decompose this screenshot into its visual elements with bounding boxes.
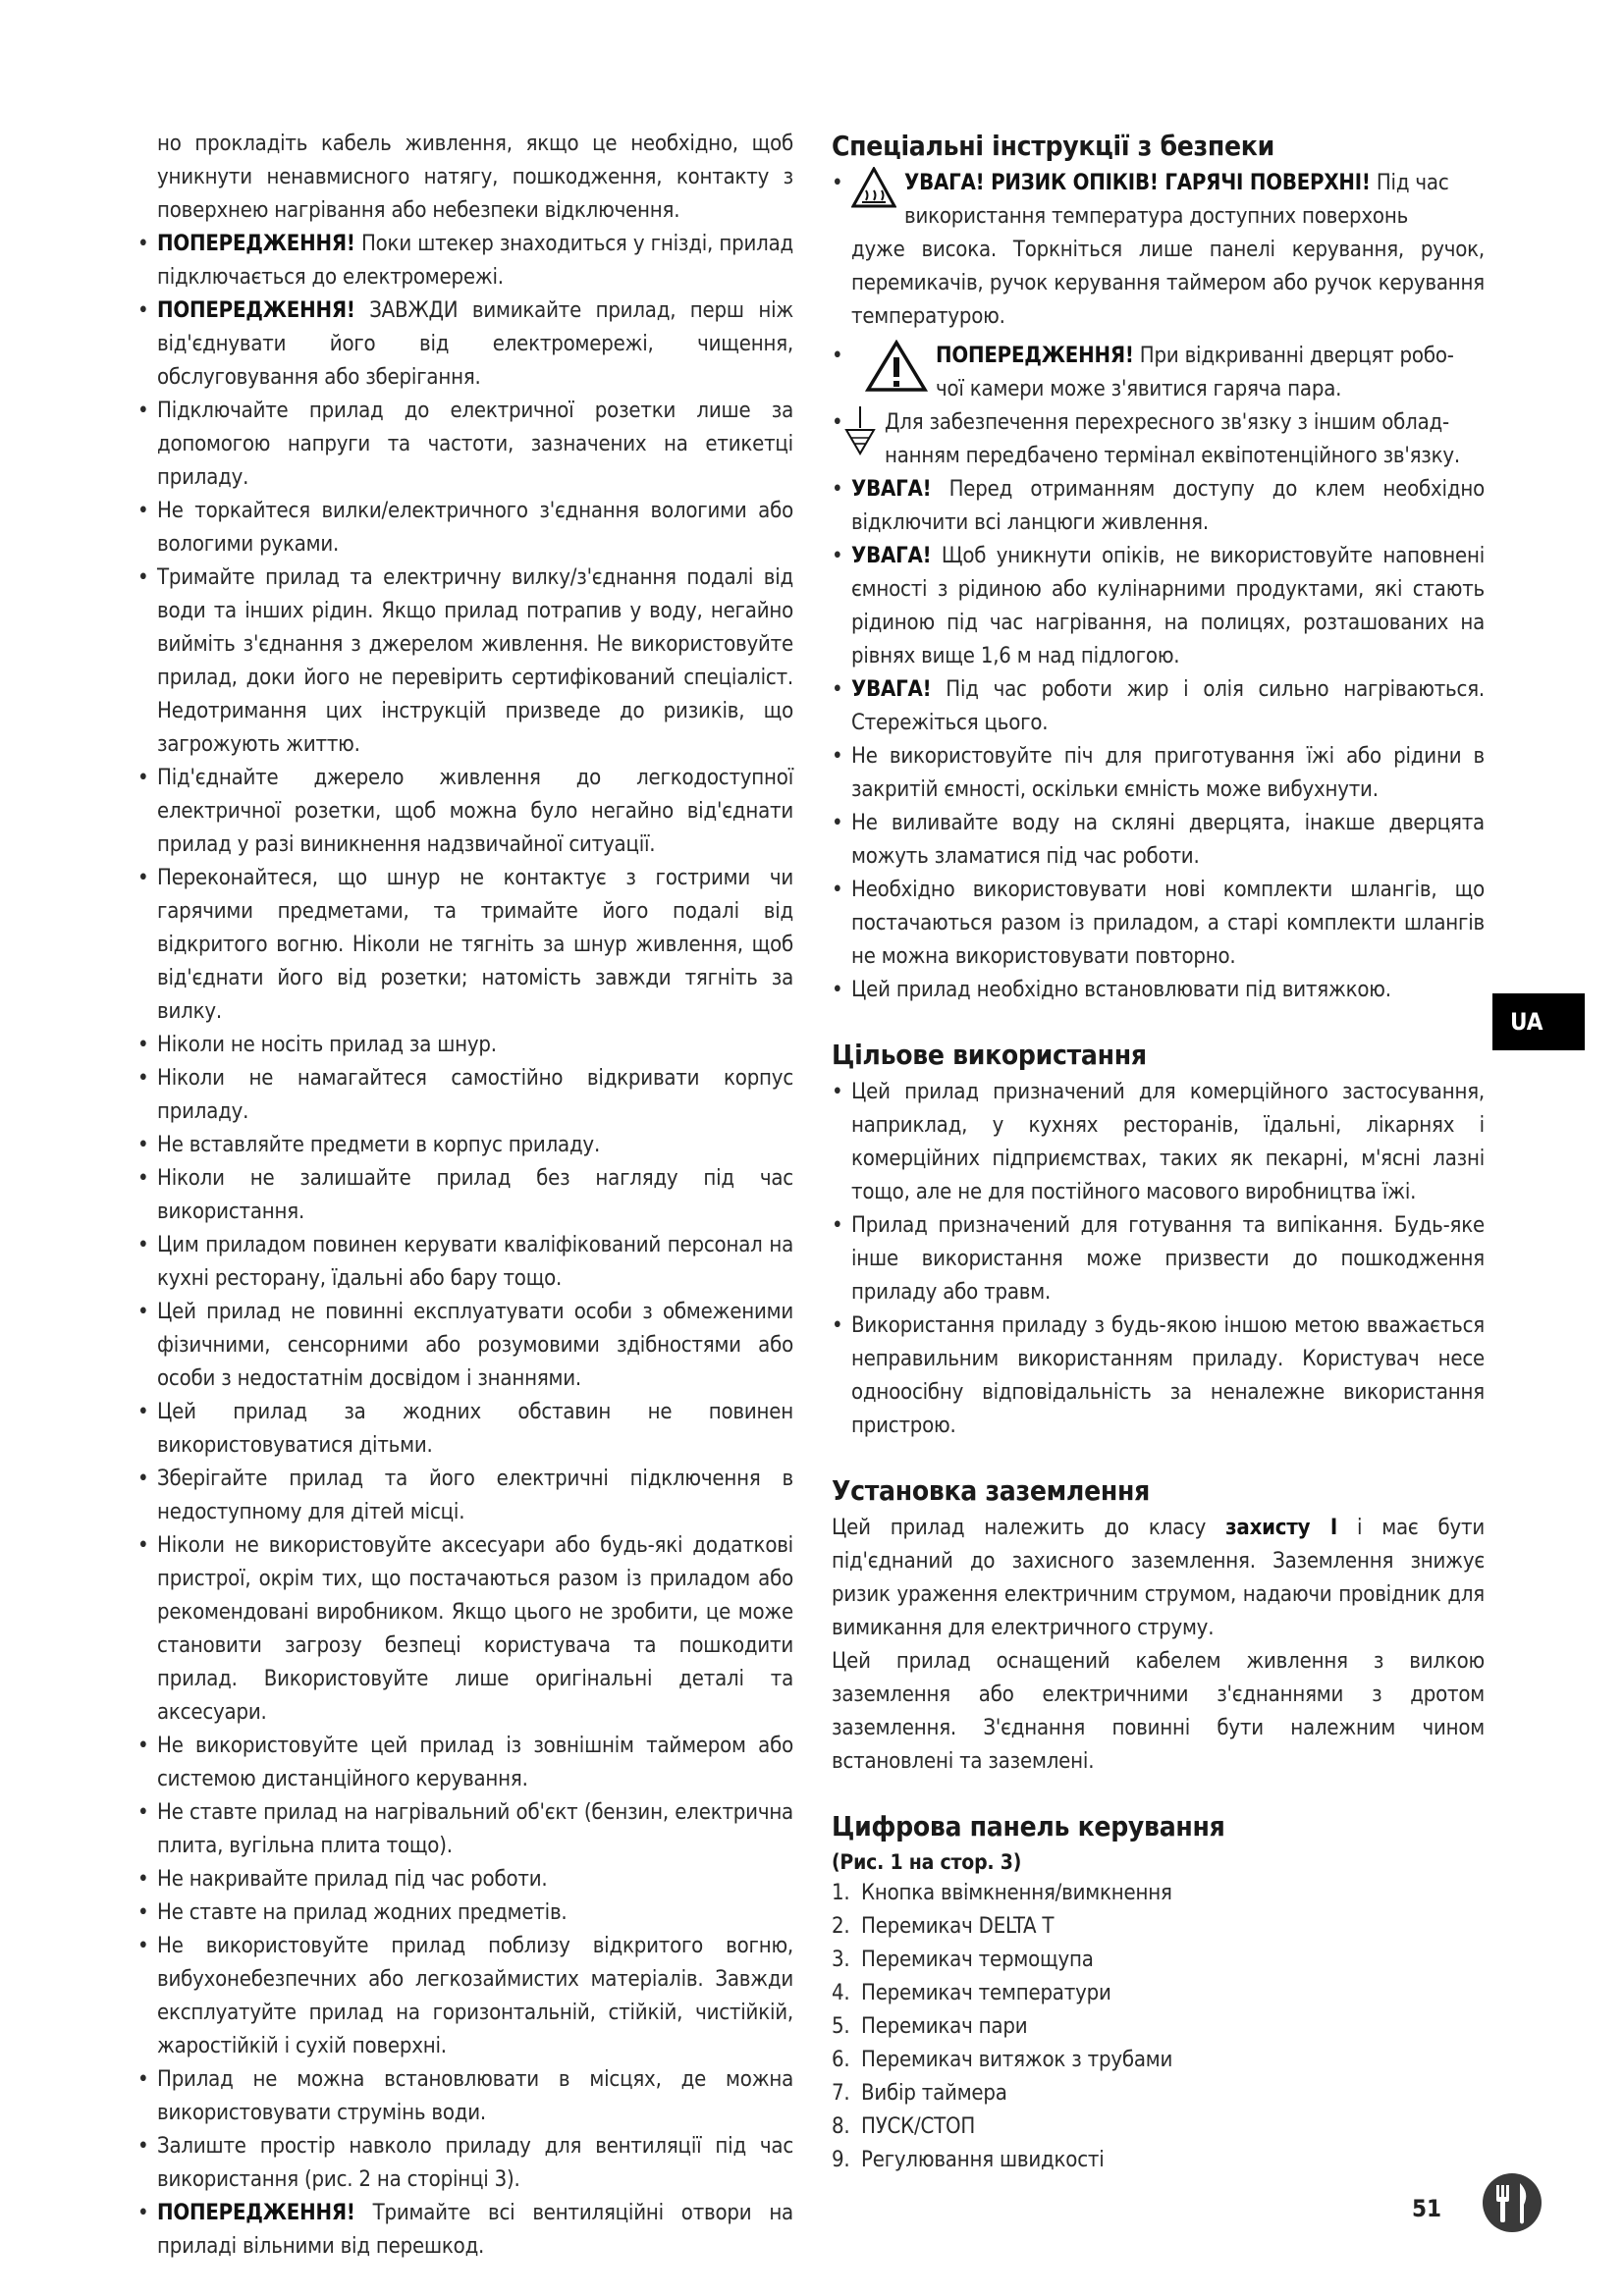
bullet-marker: • <box>832 978 843 1002</box>
safety-bullet: • Цим приладом повинен керувати кваліфікований персонал на кухні ресторану, їдальні або бару тощо. <box>137 1229 793 1296</box>
control-panel-item: 6. Перемикач витяжок з трубами <box>832 2048 1173 2072</box>
equipotential-item: • Для забезпечення перехресного зв'язку з іншим облад- нанням передбачено термінал еквіпотенційного зв'язку. <box>832 406 1485 473</box>
control-panel-heading: Цифрова панель керування <box>832 1810 1225 1842</box>
bullet-marker: • <box>832 878 843 902</box>
special-safety-bullet: • УВАГА! Перед отриманням доступу до клем необхідно відключити всі ланцюги живлення. <box>832 473 1485 540</box>
safety-bullet: • Залиште простір навколо приладу для вентиляції під час використання (рис. 2 на сторінці 3). <box>137 2130 793 2197</box>
control-panel-item: 8. ПУСК/СТОП <box>832 2114 976 2139</box>
control-panel-list <box>832 1877 1485 2177</box>
intended-use-bullet: • Цей прилад призначений для комерційного застосування, наприклад, у кухнях ресторанів, їдальні, лікарнях і комерційних підприємствах, таких як пекарні, м'ясні лазні тощо, але не для постійного масового виробництва їжі. <box>832 1076 1485 1209</box>
bullet-marker: • <box>137 1233 149 1257</box>
safety-bullet: • ПОПЕРЕДЖЕННЯ! ЗАВЖДИ вимикайте прилад, перш ніж від'єднувати його від електромережі, чищення, обслуговування або зберігання. <box>137 294 793 395</box>
safety-bullet: • Ніколи не носіть прилад за шнур. <box>137 1029 793 1062</box>
safety-bullet: • Цей прилад за жодних обставин не повинен використовуватися дітьми. <box>137 1396 793 1463</box>
hot-surface-warning-icon <box>851 167 896 208</box>
safety-bullet: • Не використовуйте цей прилад із зовнішнім таймером або системою дистанційного керування. <box>137 1730 793 1796</box>
cutlery-logo-icon <box>1481 2171 1543 2234</box>
intended-use-bullet: • Використання приладу з будь-якою іншою метою вважається неправильним використанням приладу. Користувач несе одноосібну відповідальність за неналежне використання пристрою. <box>832 1309 1485 1443</box>
safety-bullet: • Не ставте прилад на нагрівальний об'єкт (бензин, електрична плита, вугільна плита тощо). <box>137 1796 793 1863</box>
left-column <box>137 128 793 2264</box>
control-panel-item: 3. Перемикач термощупа <box>832 1948 1094 1972</box>
steam-warning-item: • ПОПЕРЕДЖЕННЯ! При відкриванні дверцят робо- чої камери може з'явитися гаряча пара. <box>832 340 1485 406</box>
bullet-marker: • <box>137 1066 149 1091</box>
right-column <box>832 128 1485 2177</box>
bullet-marker: • <box>832 477 843 502</box>
special-safety-bullet: • УВАГА! Під час роботи жир і олія сильно нагріваються. Стережіться цього. <box>832 673 1485 740</box>
special-safety-bullet: • УВАГА! Щоб уникнути опіків, не використовуйте наповнені ємності з рідиною або кулінарними продуктами, які стають рідиною під час нагрівання, на полицях, розташованих на рівнях вище 1,6 м над підлогою. <box>832 540 1485 673</box>
safety-bullet: • Підключайте прилад до електричної розетки лише за допомогою напруги та частоти, зазначених на етикетці приладу. <box>137 395 793 495</box>
safety-bullet: • Ніколи не використовуйте аксесуари або будь-які додаткові пристрої, окрім тих, що постачаються разом із приладом або рекомендовані виробником. Якщо цього не зробити, це може становити загрозу безпеці користувача та пошкодити прилад. Використовуйте лише оригінальні деталі та аксесуари. <box>137 1529 793 1730</box>
bullet-marker: • <box>137 1300 149 1324</box>
continued-text: но прокладіть кабель живлення, якщо це необхідно, щоб уникнути ненавмисного натягу, пошкодження, контакту з поверхнею нагрівання або небезпеки відключення. <box>157 132 793 223</box>
safety-bullet: • Ніколи не залишайте прилад без нагляду під час використання. <box>137 1162 793 1229</box>
bullet-marker: • <box>137 1734 149 1758</box>
safety-bullet: • Не використовуйте прилад поблизу відкритого вогню, вибухонебезпечних або легкозаймистих матеріалів. Завжди експлуатуйте прилад на горизонтальній, стійкій, чистійкій, жаростійкій і сухій поверхні. <box>137 1930 793 2063</box>
safety-bullet: • Не ставте на прилад жодних предметів. <box>137 1896 793 1930</box>
warning-triangle-icon <box>865 340 928 393</box>
bullet-marker: • <box>137 766 149 790</box>
bullet-marker: • <box>137 399 149 423</box>
bullet-marker: • <box>137 866 149 890</box>
safety-bullet: • Переконайтеся, що шнур не контактує з гострими чи гарячими предметами, та тримайте його подалі від відкритого вогню. Ніколи не тягніть за шнур живлення, щоб від'єднати його від розетки; натомість завжди тягніть за вилку. <box>137 862 793 1029</box>
special-safety-bullet: • Цей прилад необхідно встановлювати під витяжкою. <box>832 974 1485 1007</box>
bullet-marker: • <box>832 744 843 769</box>
control-panel-item: 7. Вибір таймера <box>832 2081 1007 2106</box>
safety-bullet: • Прилад не можна встановлювати в місцях, де можна використовувати струмінь води. <box>137 2063 793 2130</box>
safety-bullet: • Не торкайтеся вилки/електричного з'єднання вологими або вологими руками. <box>137 495 793 561</box>
bullet-marker: • <box>137 1867 149 1892</box>
bullet-marker: • <box>832 1313 843 1338</box>
intended-use-bullet: • Прилад призначений для готування та випікання. Будь-яке інше використання може призвести до пошкодження приладу або травм. <box>832 1209 1485 1309</box>
bullet-marker: • <box>137 232 149 256</box>
bullet-marker: • <box>137 2134 149 2159</box>
safety-bullet: • ПОПЕРЕДЖЕННЯ! Поки штекер знаходиться у гнізді, прилад підключається до електромережі. <box>137 228 793 294</box>
hot-surface-item: • УВАГА! РИЗИК ОПІКІВ! ГАРЯЧІ ПОВЕРХНІ! Під час використання температура доступних поверхонь дуже висока. Торкніться лише панелі керування, ручок, перемикачів, ручок керування таймером або ручок керування температурою. <box>832 167 1485 334</box>
safety-list <box>832 473 1485 1007</box>
bullet-marker: • <box>137 1934 149 1958</box>
control-panel-item: 9. Регулювання швидкості <box>832 2148 1105 2172</box>
safety-bullet: • Під'єднайте джерело живлення до легкодоступної електричної розетки, щоб можна було негайно від'єднати прилад у разі виникнення надзвичайної ситуації. <box>137 762 793 862</box>
bullet-marker: • <box>137 298 149 323</box>
bullet-marker: • <box>137 499 149 523</box>
control-panel-item: 2. Перемикач DELTA T <box>832 1914 1055 1939</box>
language-tab: UA <box>1492 993 1585 1050</box>
bullet-marker: • <box>137 1467 149 1491</box>
safety-bullet: • Ніколи не намагайтеся самостійно відкривати корпус приладу. <box>137 1062 793 1129</box>
bullet-marker: • <box>137 1800 149 1825</box>
bullet-marker: • <box>137 1400 149 1424</box>
bullet-marker: • <box>137 1900 149 1925</box>
safety-bullet: • Тримайте прилад та електричну вилку/з'єднання подалі від води та інших рідин. Якщо прилад потрапив у воду, негайно вийміть з'єднання з джерелом живлення. Не використовуйте прилад, доки його не перевірить сертифікований спеціаліст. Недотримання цих інструкцій призведе до ризиків, що загрожують життю. <box>137 561 793 762</box>
intended-use-heading: Цільове використання <box>832 1039 1147 1071</box>
bullet-marker: • <box>137 1133 149 1157</box>
bullet-marker: • <box>137 2201 149 2225</box>
bullet-marker: • <box>832 677 843 702</box>
bullet-marker: • <box>137 2067 149 2092</box>
grounding-heading: Установка заземлення <box>832 1474 1150 1507</box>
bullet-marker: • <box>137 565 149 590</box>
bullet-marker: • <box>137 1533 149 1558</box>
special-safety-bullet: • Не виливайте воду на скляні дверцята, інакше дверцята можуть зламатися під час роботи. <box>832 807 1485 874</box>
special-safety-bullet: • Необхідно використовувати нові комплекти шлангів, що постачаються разом із приладом, а старі комплекти шлангів не можна використовувати повторно. <box>832 874 1485 974</box>
equipotential-icon <box>843 406 877 459</box>
bullet-marker: • <box>137 1166 149 1191</box>
safety-bullet: • Не накривайте прилад під час роботи. <box>137 1863 793 1896</box>
bullet-marker: • <box>832 544 843 568</box>
control-panel-item: 4. Перемикач температури <box>832 1981 1111 2005</box>
grounding-paragraph-2: Цей прилад оснащений кабелем живлення з вилкою заземлення або електричними з'єднаннями з дротом заземлення. З'єднання повинні бути належним чином встановлені та заземлені. <box>832 1649 1485 1774</box>
control-panel-figure-ref: (Рис. 1 на стор. 3) <box>832 1850 1022 1874</box>
bullet-marker: • <box>137 1033 149 1057</box>
page-number: 51 <box>1412 2195 1442 2222</box>
safety-bullet: • Не вставляйте предмети в корпус приладу. <box>137 1129 793 1162</box>
special-safety-bullet: • Не використовуйте піч для приготування їжі або рідини в закритій ємності, оскільки ємність може вибухнути. <box>832 740 1485 807</box>
bullet-marker: • <box>832 1213 843 1238</box>
grounding-paragraph-1: Цей прилад належить до класу захисту I і має бути під'єднаний до захисного заземлення. Заземлення знижує ризик ураження електричним струмом, надаючи провідник для вимикання для електричного струму. <box>832 1516 1485 1640</box>
safety-heading: Спеціальні інструкції з безпеки <box>832 130 1274 162</box>
intended-list <box>832 1076 1485 1443</box>
bullet-marker: • <box>832 1080 843 1104</box>
control-panel-item: 1. Кнопка ввімкнення/вимкнення <box>832 1881 1172 1905</box>
hot-warning-label: УВАГА! РИЗИК ОПІКІВ! ГАРЯЧІ ПОВЕРХНІ! <box>904 171 1371 195</box>
control-panel-item: 5. Перемикач пари <box>832 2014 1028 2039</box>
safety-bullet: • Цей прилад не повинні експлуатувати особи з обмеженими фізичними, сенсорними або розумовими здібностями або особи з недостатнім досвідом і знаннями. <box>137 1296 793 1396</box>
safety-bullet: • Зберігайте прилад та його електричні підключення в недоступному для дітей місці. <box>137 1463 793 1529</box>
safety-bullet: • ПОПЕРЕДЖЕННЯ! Тримайте всі вентиляційні отвори на приладі вільними від перешкод. <box>137 2197 793 2264</box>
bullet-marker: • <box>832 811 843 835</box>
